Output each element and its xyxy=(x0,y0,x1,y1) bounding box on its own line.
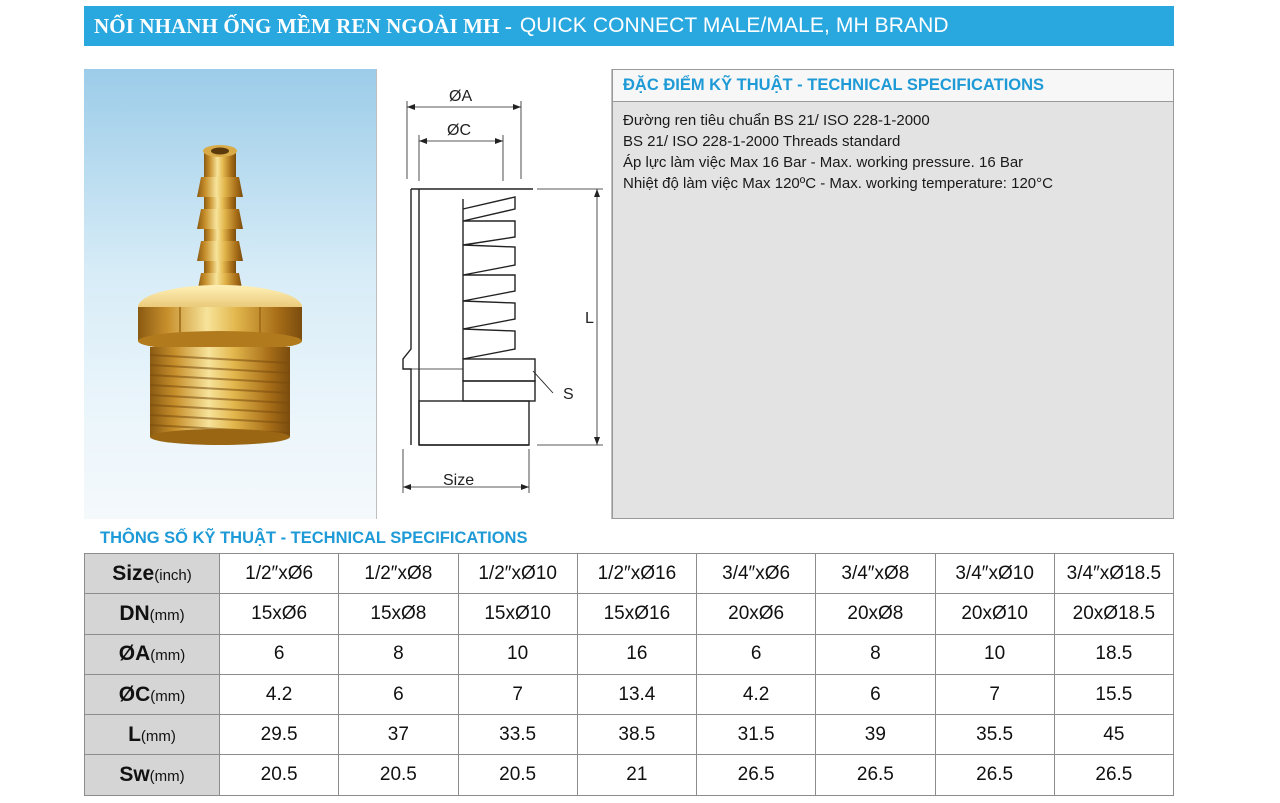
table-cell: 20.5 xyxy=(458,755,577,795)
table-cell: 45 xyxy=(1054,715,1173,755)
table-cell: 1/2″xØ6 xyxy=(220,554,339,594)
table-cell: 20xØ10 xyxy=(935,594,1054,634)
table-cell: 39 xyxy=(816,715,935,755)
table-cell: 26.5 xyxy=(1054,755,1173,795)
technical-drawing xyxy=(377,69,613,519)
row-header xyxy=(85,755,220,795)
table-cell: 20.5 xyxy=(339,755,458,795)
table-cell: 20xØ6 xyxy=(697,594,816,634)
feature-line: BS 21/ ISO 228-1-2000 Threads standard xyxy=(623,133,901,150)
table-cell: 6 xyxy=(697,634,816,674)
features-panel xyxy=(612,69,1174,519)
table-cell: 3/4″xØ6 xyxy=(697,554,816,594)
row-unit: (mm) xyxy=(150,687,186,705)
brass-fitting-photo xyxy=(84,69,376,519)
table-cell: 3/4″xØ10 xyxy=(935,554,1054,594)
table-row xyxy=(85,554,1174,594)
table-cell: 4.2 xyxy=(697,674,816,714)
drawing-label-size: Size xyxy=(443,472,475,489)
row-unit: (mm) xyxy=(149,768,185,786)
table-cell: 26.5 xyxy=(816,755,935,795)
row-label: Sw xyxy=(119,763,150,787)
row-unit: (mm) xyxy=(140,727,176,745)
table-cell: 20.5 xyxy=(220,755,339,795)
table-cell: 3/4″xØ18.5 xyxy=(1054,554,1173,594)
table-cell: 16 xyxy=(577,634,696,674)
table-cell: 21 xyxy=(577,755,696,795)
table-cell: 35.5 xyxy=(935,715,1054,755)
table-cell: 6 xyxy=(339,674,458,714)
table-cell: 15.5 xyxy=(1054,674,1173,714)
table-cell: 26.5 xyxy=(935,755,1054,795)
table-cell: 8 xyxy=(816,634,935,674)
table-cell: 6 xyxy=(816,674,935,714)
table-cell: 15xØ8 xyxy=(339,594,458,634)
technical-drawing-panel xyxy=(376,69,612,519)
table-row xyxy=(85,715,1174,755)
title-vietnamese: NỐI NHANH ỐNG MỀM REN NGOÀI MH - xyxy=(94,13,512,38)
table-cell: 20xØ18.5 xyxy=(1054,594,1173,634)
product-photo-panel xyxy=(84,69,376,519)
features-heading: ĐẶC ĐIỂM KỸ THUẬT - TECHNICAL SPECIFICATIONS xyxy=(613,70,1173,102)
table-cell: 18.5 xyxy=(1054,634,1173,674)
drawing-label-c: ØC xyxy=(447,122,471,139)
drawing-label-s: S xyxy=(563,386,574,403)
barb-stem xyxy=(197,145,243,309)
table-cell: 37 xyxy=(339,715,458,755)
table-cell: 20xØ8 xyxy=(816,594,935,634)
table-cell: 10 xyxy=(935,634,1054,674)
table-cell: 31.5 xyxy=(697,715,816,755)
feature-line: Áp lực làm việc Max 16 Bar - Max. working pressure. 16 Bar xyxy=(623,154,1024,171)
table-cell: 7 xyxy=(935,674,1054,714)
table-cell: 15xØ16 xyxy=(577,594,696,634)
row-label: L xyxy=(128,722,141,746)
specs-table xyxy=(84,553,1174,796)
table-cell: 4.2 xyxy=(220,674,339,714)
row-unit: (mm) xyxy=(149,606,185,624)
table-cell: 10 xyxy=(458,634,577,674)
row-header xyxy=(85,674,220,714)
hex-nut xyxy=(138,285,302,351)
features-list xyxy=(623,110,1053,194)
feature-line: Nhiệt độ làm việc Max 120ºC - Max. working temperature: 120°C xyxy=(623,175,1053,192)
table-cell: 26.5 xyxy=(697,755,816,795)
specs-heading: THÔNG SỐ KỸ THUẬT - TECHNICAL SPECIFICATIONS xyxy=(100,529,528,547)
table-cell: 1/2″xØ8 xyxy=(339,554,458,594)
row-header xyxy=(85,554,220,594)
table-row xyxy=(85,674,1174,714)
table-row xyxy=(85,755,1174,795)
row-header xyxy=(85,634,220,674)
male-thread xyxy=(150,347,290,445)
table-cell: 33.5 xyxy=(458,715,577,755)
feature-line: Đường ren tiêu chuẩn BS 21/ ISO 228-1-2000 xyxy=(623,112,930,129)
table-cell: 8 xyxy=(339,634,458,674)
table-cell: 15xØ10 xyxy=(458,594,577,634)
drawing-label-a: ØA xyxy=(449,88,473,105)
table-cell: 15xØ6 xyxy=(220,594,339,634)
title-english: QUICK CONNECT MALE/MALE, MH BRAND xyxy=(519,14,949,37)
table-cell: 1/2″xØ16 xyxy=(577,554,696,594)
table-cell: 1/2″xØ10 xyxy=(458,554,577,594)
table-cell: 38.5 xyxy=(577,715,696,755)
row-label: ØA xyxy=(118,642,151,666)
table-cell: 13.4 xyxy=(577,674,696,714)
row-unit: (inch) xyxy=(154,566,192,584)
table-row xyxy=(85,634,1174,674)
row-label: Size xyxy=(112,561,155,585)
row-unit: (mm) xyxy=(150,647,186,665)
row-label: DN xyxy=(119,601,150,625)
row-label: ØC xyxy=(118,682,151,706)
row-header xyxy=(85,594,220,634)
page-title xyxy=(84,6,1174,46)
table-cell: 7 xyxy=(458,674,577,714)
row-header xyxy=(85,715,220,755)
table-cell: 3/4″xØ8 xyxy=(816,554,935,594)
table-cell: 6 xyxy=(220,634,339,674)
table-row xyxy=(85,594,1174,634)
drawing-label-l: L xyxy=(585,310,594,327)
table-cell: 29.5 xyxy=(220,715,339,755)
